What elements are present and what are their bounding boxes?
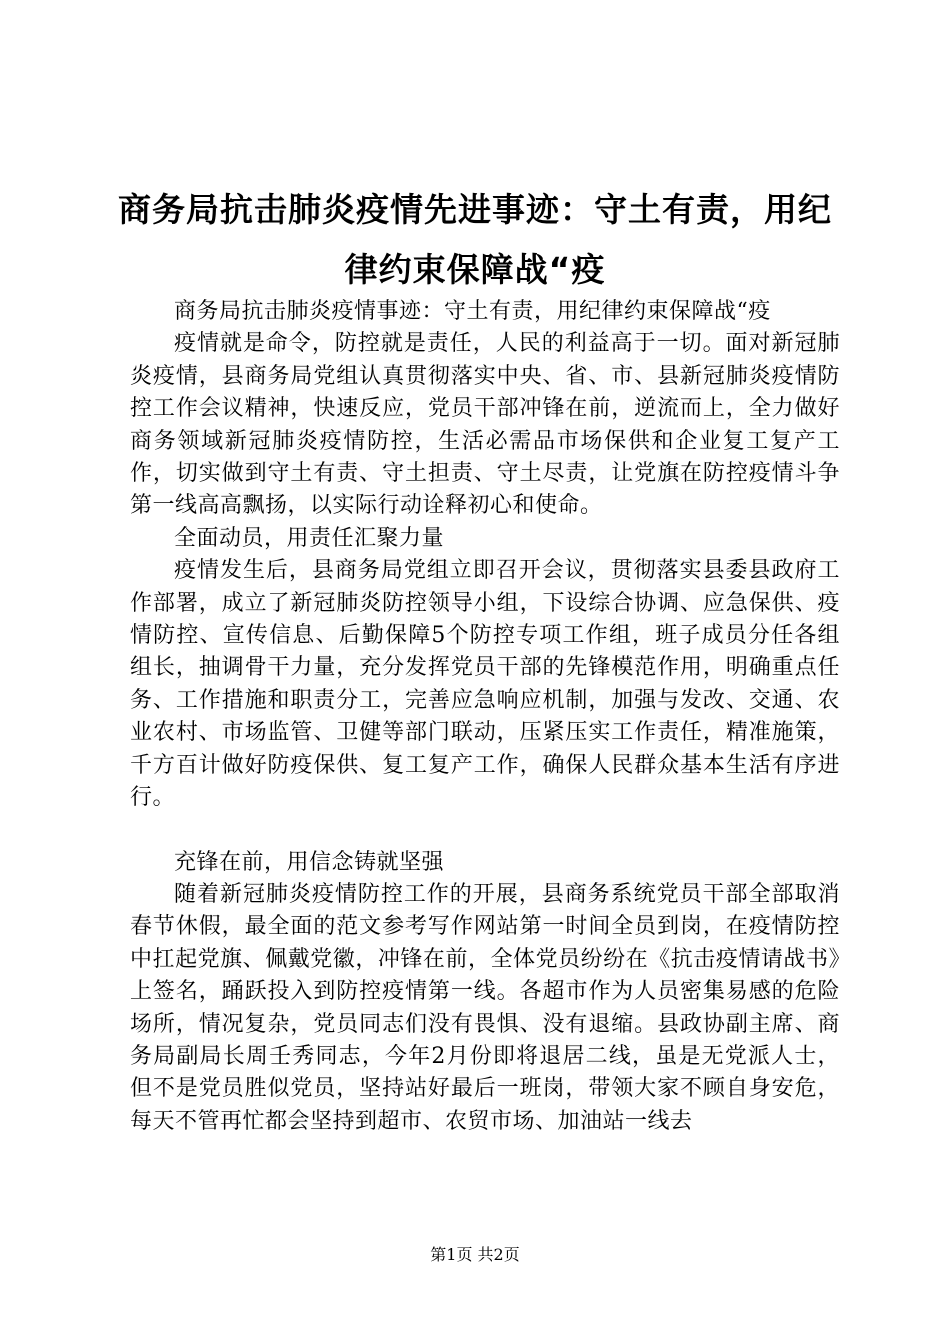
paragraph-intro: 疫情就是命令，防控就是责任，人民的利益高于一切。面对新冠肺炎疫情，县商务局党组认真贯彻落实中央、省、市、县新冠肺炎疫情防控工作会议精神，快速反应，党员干部冲锋在前，逆流而上，全力做好商务领域新冠肺炎疫情防控，生活必需品市场保供和企业复工复产工作，切实做到守土有责、守土担责、守土尽责，让党旗在防控疫情斗争第一线高高飘扬，以实际行动诠释初心和使命。 bbox=[130, 331, 840, 519]
section-heading-frontline: 充锋在前，用信念铸就坚强 bbox=[174, 849, 445, 875]
paragraph-gap bbox=[130, 815, 840, 847]
page-footer: 第1页 共2页 bbox=[430, 1245, 520, 1264]
document-body bbox=[130, 296, 840, 1138]
paragraph-lead: 商务局抗击肺炎疫情事迹：守土有责，用纪律约束保障战“疫 bbox=[174, 299, 771, 324]
paragraph-frontline: 随着新冠肺炎疫情防控工作的开展，县商务系统党员干部全部取消春节休假，最全面的范文参考写作网站第一时间全员到岗，在疫情防控中扛起党旗、佩戴党徽，冲锋在前，全体党员纷纷在《抗击疫情请战书》上签名，踊跃投入到防控疫情第一线。各超市作为人员密集易感的危险场所，情况复杂，党员同志们没有畏惧、没有退缩。县政协副主席、商务局副局长周壬秀同志，今年2月份即将退居二线，虽是无党派人士，但不是党员胜似党员，坚持站好最后一班岗，带领大家不顾自身安危，每天不管再忙都会坚持到超市、农贸市场、加油站一线去 bbox=[130, 881, 840, 1134]
section-heading-mobilization: 全面动员，用责任汇聚力量 bbox=[174, 525, 445, 551]
paragraph-mobilization: 疫情发生后，县商务局党组立即召开会议，贯彻落实县委县政府工作部署，成立了新冠肺炎防控领导小组，下设综合协调、应急保供、疫情防控、宣传信息、后勤保障5个防控专项工作组，班子成员分任各组组长，抽调骨干力量，充分发挥党员干部的先锋模范作用，明确重点任务、工作措施和职责分工，完善应急响应机制，加强与发改、交通、农业农村、市场监管、卫健等部门联动，压紧压实工作责任，精准施策，千方百计做好防疫保供、复工复产工作，确保人民群众基本生活有序进行。 bbox=[130, 558, 840, 811]
document-title: 商务局抗击肺炎疫情先进事迹：守土有责，用纪律约束保障战“疫 bbox=[118, 190, 832, 289]
